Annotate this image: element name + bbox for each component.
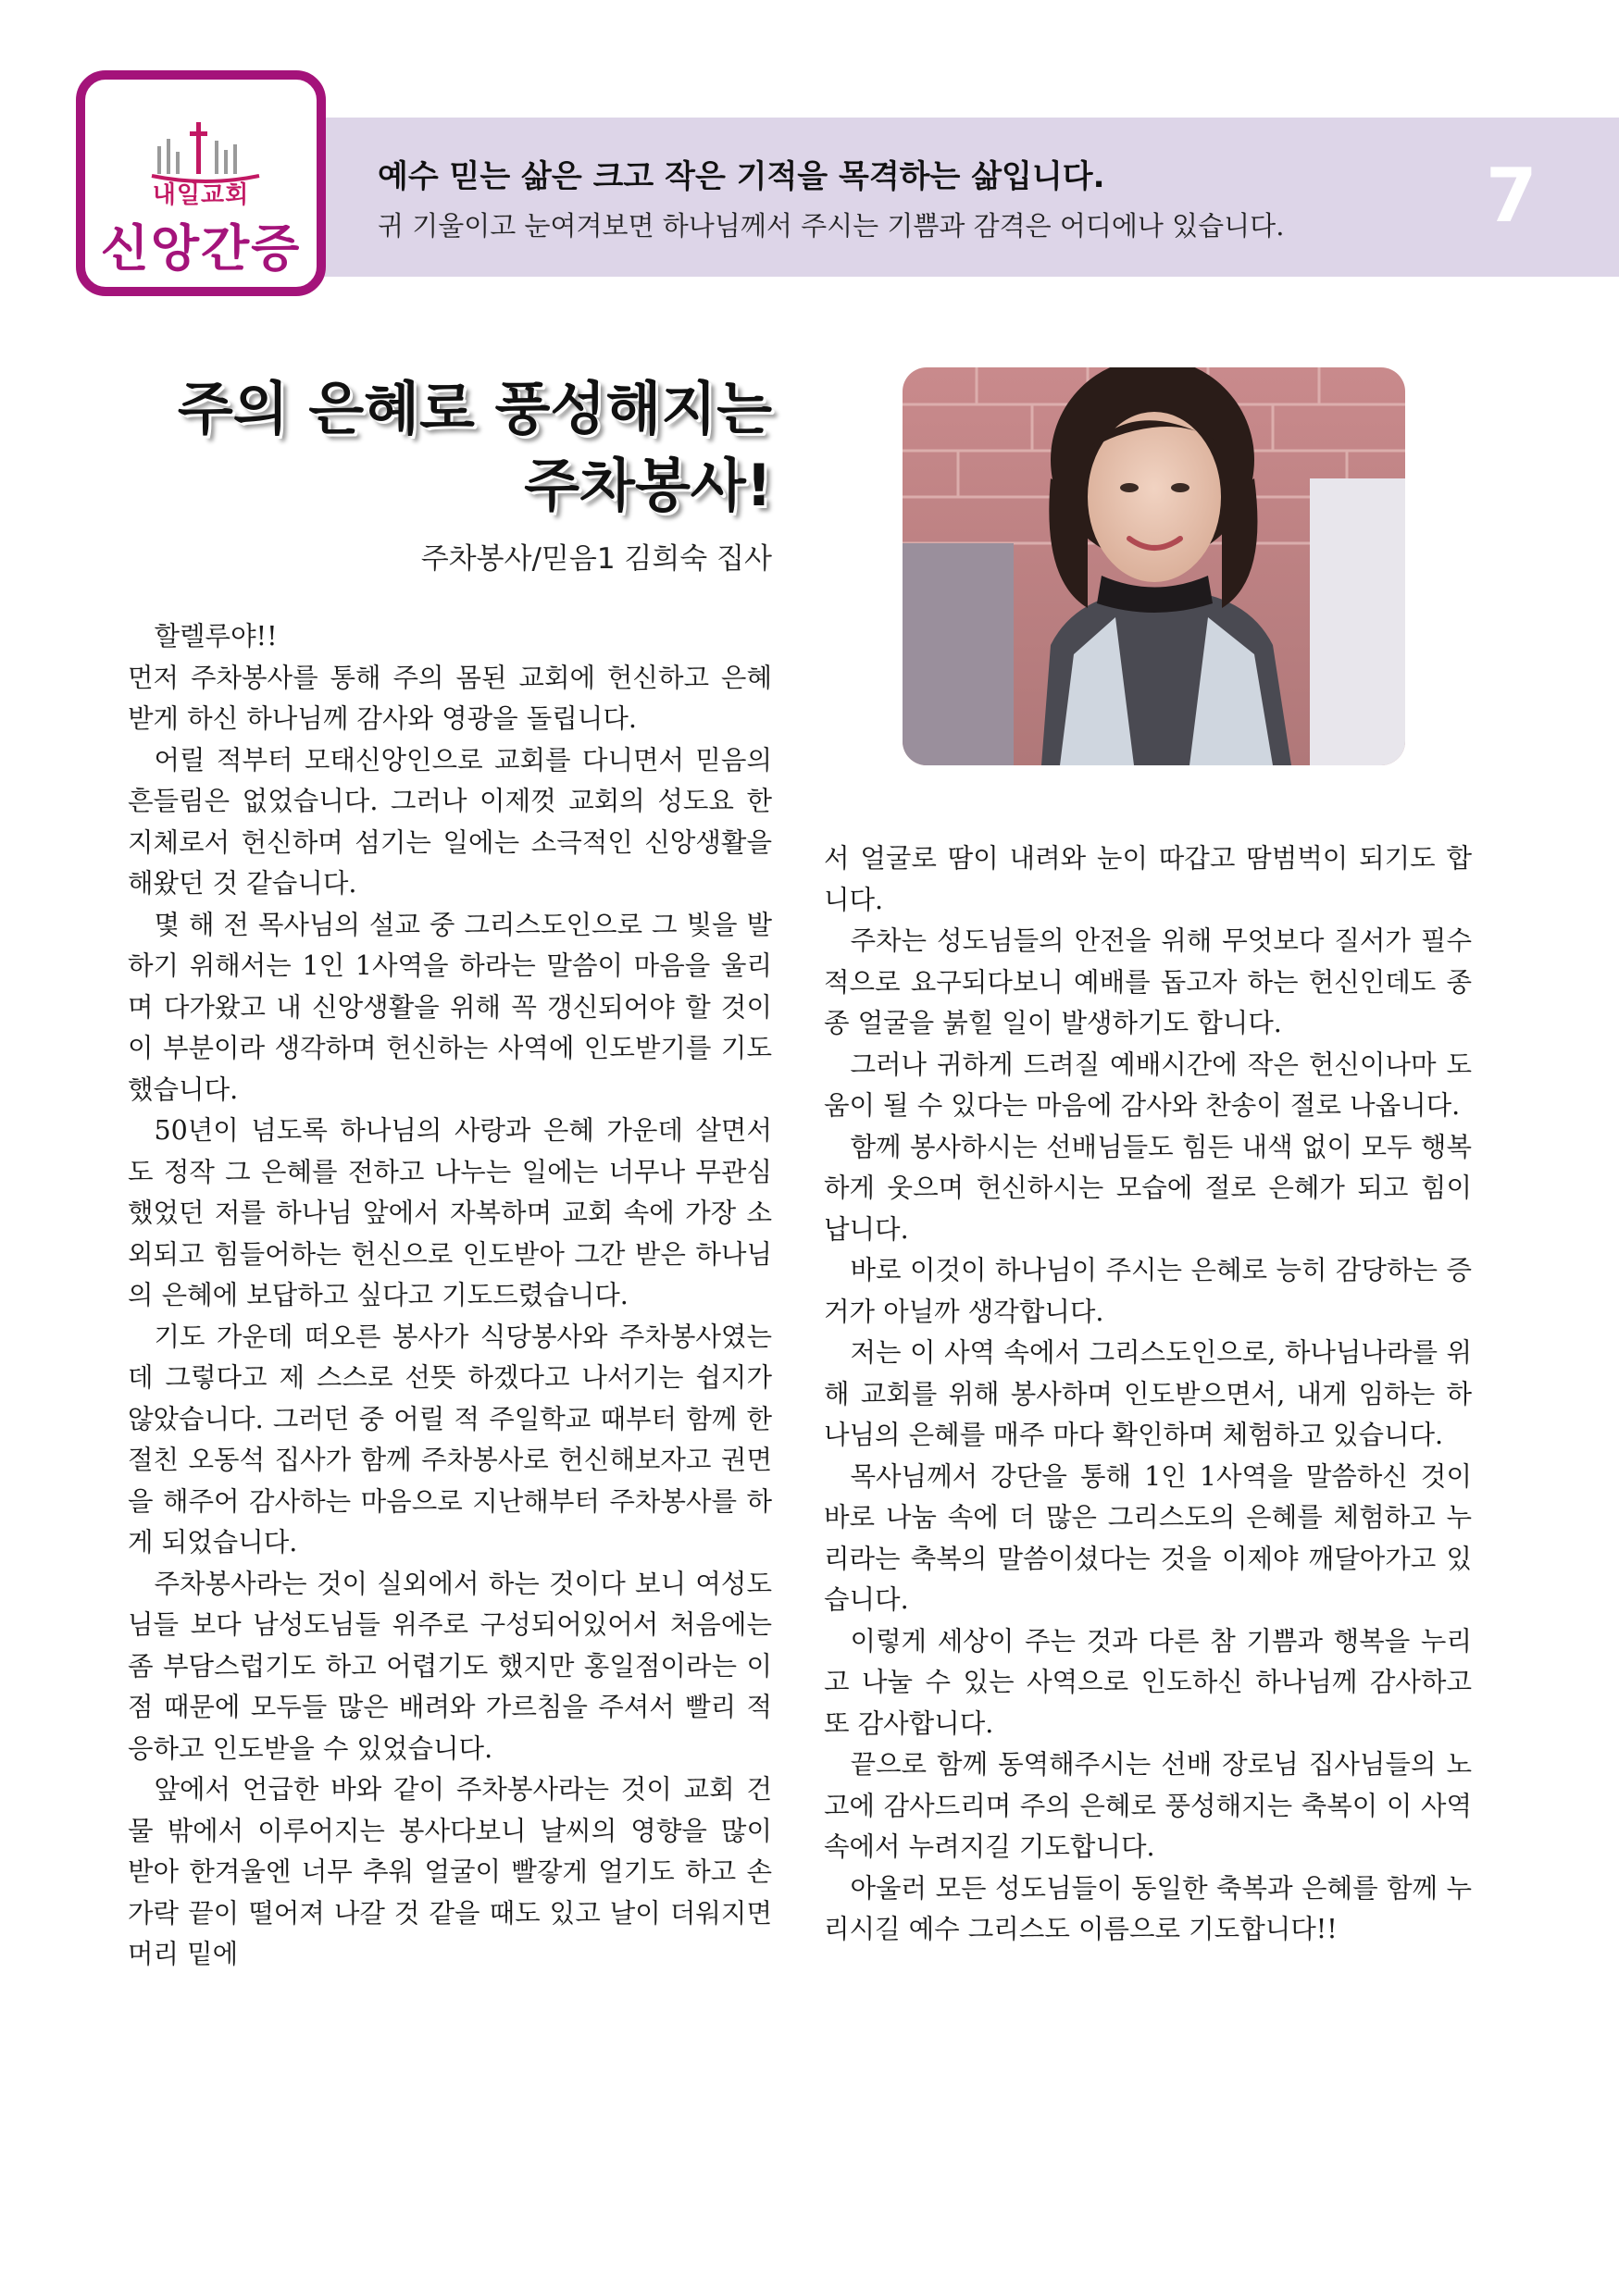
church-name: 내일교회 bbox=[152, 181, 250, 209]
paragraph: 함께 봉사하시는 선배님들도 힘든 내색 없이 모두 행복하게 웃으며 헌신하시는 모습에 절로 은혜가 되고 힘이 납니다. bbox=[824, 1131, 1472, 1245]
paragraph: 몇 해 전 목사님의 설교 중 그리스도인으로 그 빛을 발하기 위해서는 1인 1사역을 하라는 말씀이 마음을 울리며 다가왔고 내 신앙생활을 위해 꼭 갱신되어야 할 것이 이 부분이라 생각하며 헌신하는 사역에 인도받기를 기도했습니다. bbox=[128, 909, 772, 1105]
header-subline: 귀 기울이고 눈여겨보면 하나님께서 주시는 기쁨과 감격은 어디에나 있습니다. bbox=[378, 210, 1285, 242]
paragraph: 아울러 모든 성도님들이 동일한 축복과 은혜를 함께 누리시길 예수 그리스도 이름으로 기도합니다!! bbox=[824, 1872, 1472, 1944]
church-logo-box bbox=[76, 70, 326, 296]
paragraph: 먼저 주차봉사를 통해 주의 몸된 교회에 헌신하고 은혜 받게 하신 하나님께 감사와 영광을 돌립니다. bbox=[128, 662, 772, 734]
section-title: 신앙간증 bbox=[100, 219, 302, 278]
author-photo bbox=[903, 367, 1405, 765]
paragraph: 앞에서 언급한 바와 같이 주차봉사라는 것이 교회 건물 밖에서 이루어지는 봉사다보니 날씨의 영향을 많이 받아 한겨울엔 너무 추워 얼굴이 빨갛게 얼기도 하고 손가락 끝이 떨어져 나갈 것 같을 때도 있고 날이 더워지면 머리 밑에 bbox=[128, 1774, 772, 1969]
church-skyline-icon bbox=[150, 118, 261, 183]
paragraph: 저는 이 사역 속에서 그리스도인으로, 하나님나라를 위해 교회를 위해 봉사하며 인도받으면서, 내게 임하는 하나님의 은혜를 매주 마다 확인하며 체험하고 있습니다. bbox=[824, 1337, 1472, 1450]
header-headline: 예수 믿는 삶은 크고 작은 기적을 목격하는 삶입니다. bbox=[378, 158, 1105, 195]
paragraph: 할렐루야!! bbox=[154, 621, 278, 652]
page-number: 7 bbox=[1486, 153, 1538, 239]
article-column-right bbox=[824, 838, 1472, 1951]
article-title-line1: 주의 은혜로 풍성해지는 bbox=[177, 375, 772, 442]
paragraph: 어릴 적부터 모태신앙인으로 교회를 다니면서 믿음의 흔들림은 없었습니다. 그러나 이제껏 교회의 성도요 한 지체로서 헌신하며 섬기는 일에는 소극적인 신앙생활을 해왔던 것 같습니다. bbox=[128, 744, 772, 899]
paragraph: 그러나 귀하게 드려질 예배시간에 작은 헌신이나마 도움이 될 수 있다는 마음에 감사와 찬송이 절로 나옵니다. bbox=[824, 1049, 1472, 1121]
paragraph: 바로 이것이 하나님이 주시는 은혜로 능히 감당하는 증거가 아닐까 생각합니다. bbox=[824, 1255, 1472, 1327]
paragraph: 50년이 넘도록 하나님의 사랑과 은혜 가운데 살면서도 정작 그 은혜를 전하고 나누는 일에는 너무나 무관심했었던 저를 하나님 앞에서 자복하며 교회 속에 가장 소외되고 힘들어하는 헌신으로 인도받아 그간 받은 하나님의 은혜에 보답하고 싶다고 기도드렸습니다. bbox=[128, 1115, 772, 1310]
paragraph: 주차는 성도님들의 안전을 위해 무엇보다 질서가 필수적으로 요구되다보니 예배를 돕고자 하는 헌신인데도 종종 얼굴을 붉힐 일이 발생하기도 합니다. bbox=[824, 925, 1472, 1038]
paragraph: 주차봉사라는 것이 실외에서 하는 것이다 보니 여성도님들 보다 남성도님들 위주로 구성되어있어서 처음에는 좀 부담스럽기도 하고 어렵기도 했지만 홍일점이라는 이점 때문에 모두들 많은 배려와 가르침을 주셔서 빨리 적응하고 인도받을 수 있었습니다. bbox=[128, 1568, 772, 1764]
paragraph: 끝으로 함께 동역해주시는 선배 장로님 집사님들의 노고에 감사드리며 주의 은혜로 풍성해지는 축복이 이 사역 속에서 누려지길 기도합니다. bbox=[824, 1749, 1472, 1862]
paragraph: 기도 가운데 떠오른 봉사가 식당봉사와 주차봉사였는데 그렇다고 제 스스로 선뜻 하겠다고 나서기는 쉽지가 않았습니다. 그러던 중 어릴 적 주일학교 때부터 함께 한 절친 오동석 집사가 함께 주차봉사로 헌신해보자고 권면을 해주어 감사하는 마음으로 지난해부터 주차봉사를 하게 되었습니다. bbox=[128, 1321, 772, 1558]
header-band bbox=[305, 118, 1619, 277]
article-byline: 주차봉사/믿음1 김희숙 집사 bbox=[420, 542, 772, 576]
article-title-line2: 주차봉사! bbox=[524, 452, 772, 519]
paragraph: 이렇게 세상이 주는 것과 다른 참 기쁨과 행복을 누리고 나눌 수 있는 사역으로 인도하신 하나님께 감사하고 또 감사합니다. bbox=[824, 1625, 1472, 1739]
paragraph: 목사님께서 강단을 통해 1인 1사역을 말씀하신 것이 바로 나눔 속에 더 많은 그리스도의 은혜를 체험하고 누리라는 축복의 말씀이셨다는 것을 이제야 깨달아가고 있습니다. bbox=[824, 1460, 1472, 1615]
author-photo-image bbox=[903, 367, 1405, 765]
paragraph: 서 얼굴로 땀이 내려와 눈이 따갑고 땀범벅이 되기도 합니다. bbox=[824, 843, 1472, 915]
article-column-left bbox=[128, 616, 772, 1976]
